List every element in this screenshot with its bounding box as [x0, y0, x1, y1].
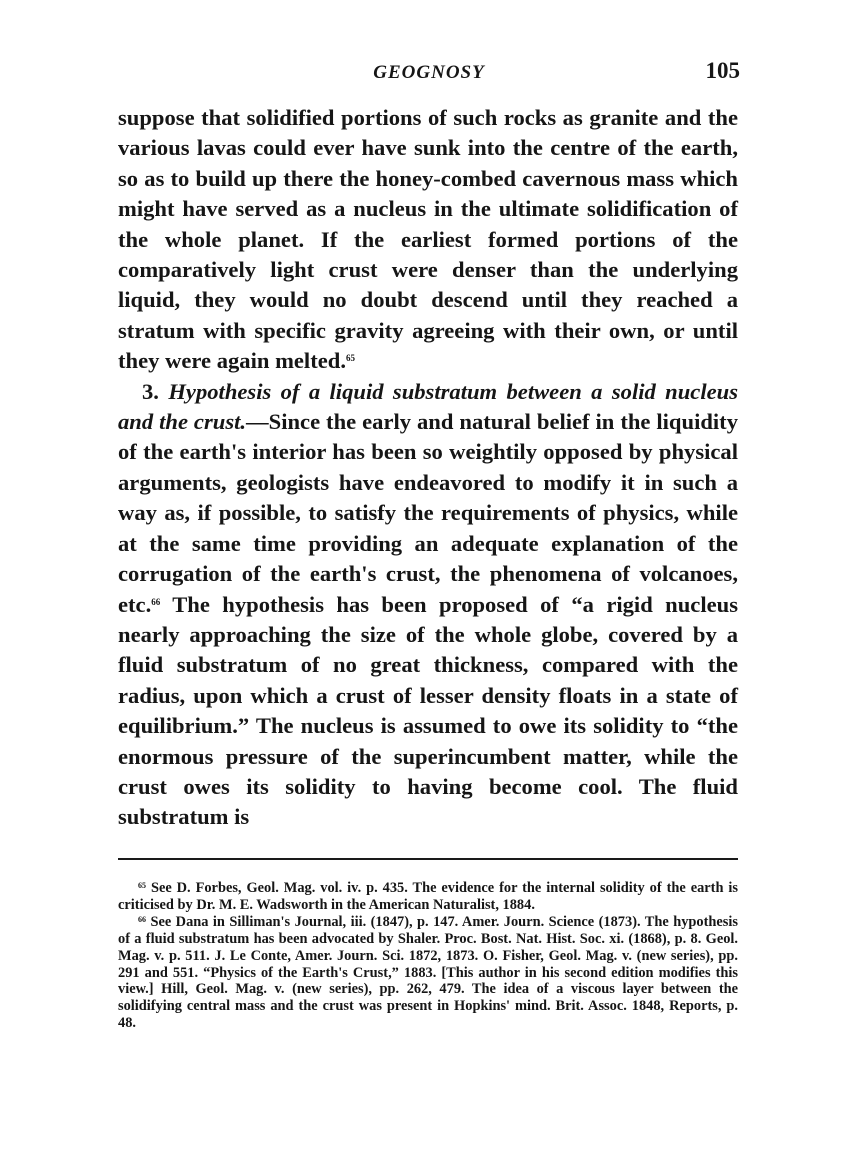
paragraph-text: suppose that solidified portions of such rocks as granite and the various lavas could ever have sunk into the centre of the earth, so as to build up there the honey-combed cavernous mass which might have served as a nucleus in the ultimate solidification of the whole planet. If the earliest formed portions of the comparatively light crust were denser than the underlying liquid, they would no doubt descend until they reached a stratum with specific gravity agreeing with their own, or until they were again melted.: [118, 105, 738, 374]
footnote-number: 66: [138, 914, 146, 924]
footnote-text: See Dana in Silliman's Journal, iii. (1847), p. 147. Amer. Journ. Science (1873). The hypothesis of a fluid substratum has been advocated by Shaler. Proc. Bost. Nat. Hist. Soc. xi. (1868), p. 8. Geol. Mag. v. p. 511. J. Le Conte, Amer. Journ. Sci. 1872, 1873. O. Fisher, Geol. Mag. v. (new series), pp. 291 and 551. “Physics of the Earth's Crust,” 1883. [This author in his second edition modifies this view.] Hill, Geol. Mag. v. (new series), pp. 262, 479. The idea of a viscous layer between the solidifying central mass and the crust was present in Hopkins' mind. Brit. Assoc. 1848, Reports, p. 48.: [118, 913, 738, 1032]
page-number: 105: [705, 58, 740, 83]
footnote: [118, 914, 738, 1032]
footnote: [118, 880, 738, 914]
paragraph-continuation: [118, 103, 738, 377]
footnote-number: 65: [138, 881, 146, 890]
paragraph-text: —Since the early and natural belief in the liquidity of the earth's interior has been so weightily opposed by physical arguments, geologists have endeavored to modify it in such a way as, if possible, to satisfy the requirements of physics, while at the same time providing an adequate explanation of the corrugation of the earth's crust, the phenomena of volcanoes, etc.: [118, 409, 739, 617]
section-number: 3.: [142, 378, 159, 404]
page-header: [118, 58, 740, 88]
paragraph-hypothesis: [118, 377, 738, 833]
footnote-divider: [118, 858, 738, 860]
footnote-ref: 65: [345, 353, 355, 364]
footnote-text: See D. Forbes, Geol. Mag. vol. iv. p. 435. The evidence for the internal solidity of the earth is criticised by Dr. M. E. Wadsworth in the American Naturalist, 1884.: [118, 880, 738, 913]
section-heading: Hypothesis of a liquid substratum between a solid nucleus and the crust.: [118, 378, 739, 435]
running-head: GEOGNOSY: [373, 62, 485, 83]
paragraph-text: The hypothesis has been proposed of “a rigid nucleus nearly approaching the size of the whole globe, covered by a fluid substratum of no great thickness, compared with the radius, upon which a crust of lesser density floats in a state of equilibrium.” The nucleus is assumed to owe its solidity to “the enormous pressure of the superincumbent matter, while the crust owes its solidity to having become cool. The fluid substratum is: [118, 591, 738, 830]
footnotes: [118, 880, 738, 1032]
main-text: [118, 103, 738, 833]
footnote-ref: 66: [151, 596, 161, 607]
